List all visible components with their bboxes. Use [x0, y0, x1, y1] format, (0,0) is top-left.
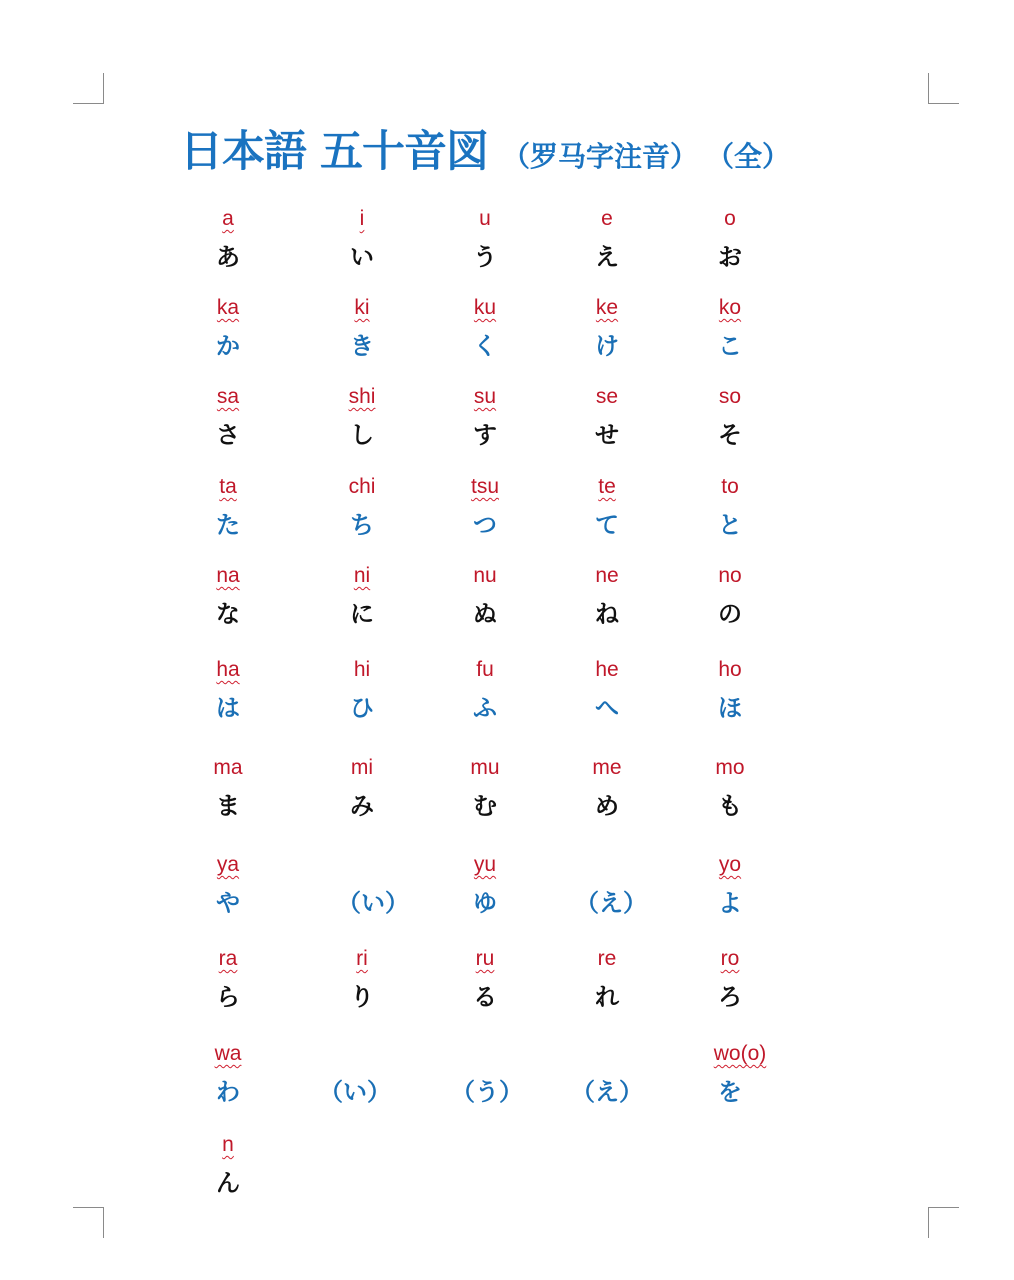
title-subtitle: （罗马字注音）	[501, 140, 698, 173]
kana-cell	[670, 385, 790, 449]
title-suffix: （全）	[720, 140, 791, 173]
kana-cell	[425, 564, 545, 628]
kana-character: い	[350, 243, 374, 271]
kana-cell	[313, 853, 433, 917]
romaji-label: tsu	[470, 475, 499, 498]
romaji-label: ya	[216, 853, 240, 876]
kana-character: は	[216, 694, 240, 722]
kana-cell	[168, 1133, 288, 1197]
kana-cell	[295, 1042, 415, 1106]
kana-cell	[670, 475, 790, 539]
kana-character: て	[595, 511, 619, 539]
kana-character: ね	[595, 600, 619, 628]
kana-cell	[425, 853, 545, 917]
kana-character: へ	[595, 694, 619, 722]
kana-cell	[425, 756, 545, 820]
kana-character: め	[595, 792, 619, 820]
romaji-label: so	[718, 385, 742, 408]
kana-character: さ	[216, 421, 240, 449]
kana-character: わ	[216, 1078, 240, 1106]
kana-character: よ	[718, 889, 742, 917]
romaji-label: na	[216, 564, 240, 587]
kana-character: ぬ	[473, 600, 497, 628]
kana-character: と	[718, 511, 742, 539]
romaji-label: ra	[218, 947, 238, 970]
kana-character: き	[350, 332, 374, 360]
romaji-label: ho	[718, 658, 742, 681]
kana-character: （い）	[319, 1078, 391, 1106]
romaji-label: se	[595, 385, 619, 408]
romaji-label: mu	[470, 756, 500, 779]
page-corner-mark-bottom-right	[928, 1207, 959, 1238]
kana-cell	[425, 385, 545, 449]
kana-character: ま	[216, 792, 240, 820]
kana-character: せ	[595, 421, 619, 449]
kana-cell	[547, 564, 667, 628]
kana-character: む	[473, 792, 497, 820]
romaji-label: a	[222, 207, 234, 230]
kana-character: お	[718, 243, 742, 271]
kana-cell	[670, 853, 790, 917]
kana-cell	[302, 475, 422, 539]
kana-cell	[425, 475, 545, 539]
romaji-label: ro	[720, 947, 740, 970]
kana-character: ほ	[718, 694, 742, 722]
kana-cell	[547, 385, 667, 449]
kana-cell	[168, 658, 288, 722]
romaji-label: ma	[213, 756, 243, 779]
kana-character: あ	[216, 243, 240, 271]
romaji-label: fu	[476, 658, 494, 681]
kana-character: し	[350, 421, 374, 449]
kana-character: を	[718, 1078, 742, 1106]
kana-cell	[425, 947, 545, 1011]
romaji-label: ru	[475, 947, 495, 970]
romaji-label	[427, 1042, 547, 1066]
romaji-label: u	[479, 207, 491, 230]
romaji-label	[295, 1042, 415, 1066]
romaji-label: ka	[216, 296, 240, 319]
romaji-label: yu	[473, 853, 497, 876]
kana-cell	[670, 1042, 790, 1106]
kana-character: る	[473, 983, 497, 1011]
romaji-label	[313, 853, 433, 877]
kana-character: （い）	[337, 889, 409, 917]
page-corner-mark-bottom-left	[73, 1207, 104, 1238]
kana-cell	[547, 658, 667, 722]
romaji-label: he	[595, 658, 619, 681]
kana-character: く	[473, 332, 497, 360]
romaji-label: nu	[473, 564, 497, 587]
romaji-label: ta	[219, 475, 237, 498]
kana-cell	[427, 1042, 547, 1106]
kana-cell	[302, 756, 422, 820]
kana-cell	[547, 475, 667, 539]
romaji-label: ne	[595, 564, 619, 587]
kana-cell	[670, 756, 790, 820]
romaji-label	[551, 853, 671, 877]
romaji-label: ku	[473, 296, 497, 319]
romaji-label: chi	[348, 475, 376, 498]
romaji-label: ke	[595, 296, 619, 319]
kana-cell	[547, 207, 667, 271]
kana-character: も	[718, 792, 742, 820]
kana-cell	[670, 947, 790, 1011]
kana-cell	[547, 756, 667, 820]
romaji-label: ko	[718, 296, 742, 319]
romaji-label: mi	[350, 756, 374, 779]
kana-character: た	[216, 511, 240, 539]
romaji-label: wo(o)	[713, 1042, 767, 1065]
kana-character: つ	[473, 511, 497, 539]
romaji-label: ni	[353, 564, 371, 587]
kana-cell	[302, 658, 422, 722]
romaji-label: sa	[216, 385, 240, 408]
kana-cell	[168, 207, 288, 271]
kana-cell	[547, 296, 667, 360]
kana-character: け	[595, 332, 619, 360]
kana-cell	[670, 207, 790, 271]
kana-cell	[302, 564, 422, 628]
romaji-label: su	[473, 385, 497, 408]
romaji-label: no	[718, 564, 742, 587]
kana-cell	[168, 564, 288, 628]
kana-character: （え）	[575, 889, 647, 917]
kana-cell	[425, 296, 545, 360]
romaji-label: re	[597, 947, 617, 970]
kana-character: す	[473, 421, 497, 449]
romaji-label: o	[724, 207, 736, 230]
kana-character: そ	[718, 421, 742, 449]
kana-character: り	[350, 983, 374, 1011]
kana-character: （う）	[451, 1078, 523, 1106]
document-title	[180, 118, 790, 179]
page-corner-mark-top-left	[73, 73, 104, 104]
kana-character: の	[718, 600, 742, 628]
romaji-label: n	[222, 1133, 234, 1156]
kana-character: ひ	[350, 694, 374, 722]
kana-cell	[168, 1042, 288, 1106]
kana-character: こ	[718, 332, 742, 360]
kana-character: ふ	[473, 694, 497, 722]
romaji-label: i	[359, 207, 365, 230]
kana-cell	[670, 658, 790, 722]
romaji-label: ri	[356, 947, 368, 970]
kana-character: み	[350, 792, 374, 820]
kana-character: な	[216, 600, 240, 628]
romaji-label	[547, 1042, 667, 1066]
kana-character: ち	[350, 511, 374, 539]
kana-cell	[670, 564, 790, 628]
kana-character: う	[473, 243, 497, 271]
kana-cell	[302, 947, 422, 1011]
kana-cell	[302, 207, 422, 271]
romaji-label: to	[721, 475, 739, 498]
kana-character: か	[216, 332, 240, 360]
kana-cell	[168, 853, 288, 917]
kana-character: ん	[216, 1169, 240, 1197]
romaji-label: hi	[353, 658, 371, 681]
romaji-label: te	[598, 475, 616, 498]
kana-character: や	[216, 889, 240, 917]
kana-cell	[547, 947, 667, 1011]
kana-cell	[302, 296, 422, 360]
kana-cell	[425, 207, 545, 271]
kana-character: （え）	[571, 1078, 643, 1106]
romaji-label: me	[592, 756, 622, 779]
kana-cell	[168, 296, 288, 360]
kana-cell	[425, 658, 545, 722]
kana-cell	[551, 853, 671, 917]
romaji-label: mo	[715, 756, 745, 779]
kana-cell	[168, 475, 288, 539]
kana-character: ろ	[718, 983, 742, 1011]
romaji-label: yo	[718, 853, 742, 876]
kana-character: に	[350, 600, 374, 628]
page-corner-mark-top-right	[928, 73, 959, 104]
kana-cell	[670, 296, 790, 360]
romaji-label: ki	[354, 296, 370, 319]
kana-character: ゆ	[473, 889, 497, 917]
romaji-label: ha	[216, 658, 240, 681]
kana-cell	[168, 385, 288, 449]
kana-cell	[168, 756, 288, 820]
kana-character: え	[595, 243, 619, 271]
kana-cell	[547, 1042, 667, 1106]
kana-cell	[168, 947, 288, 1011]
kana-character: れ	[595, 983, 619, 1011]
kana-character: ら	[216, 983, 240, 1011]
romaji-label: shi	[348, 385, 376, 408]
title-main: 日本語 五十音図	[180, 127, 488, 177]
romaji-label: e	[601, 207, 613, 230]
kana-cell	[302, 385, 422, 449]
romaji-label: wa	[214, 1042, 242, 1065]
